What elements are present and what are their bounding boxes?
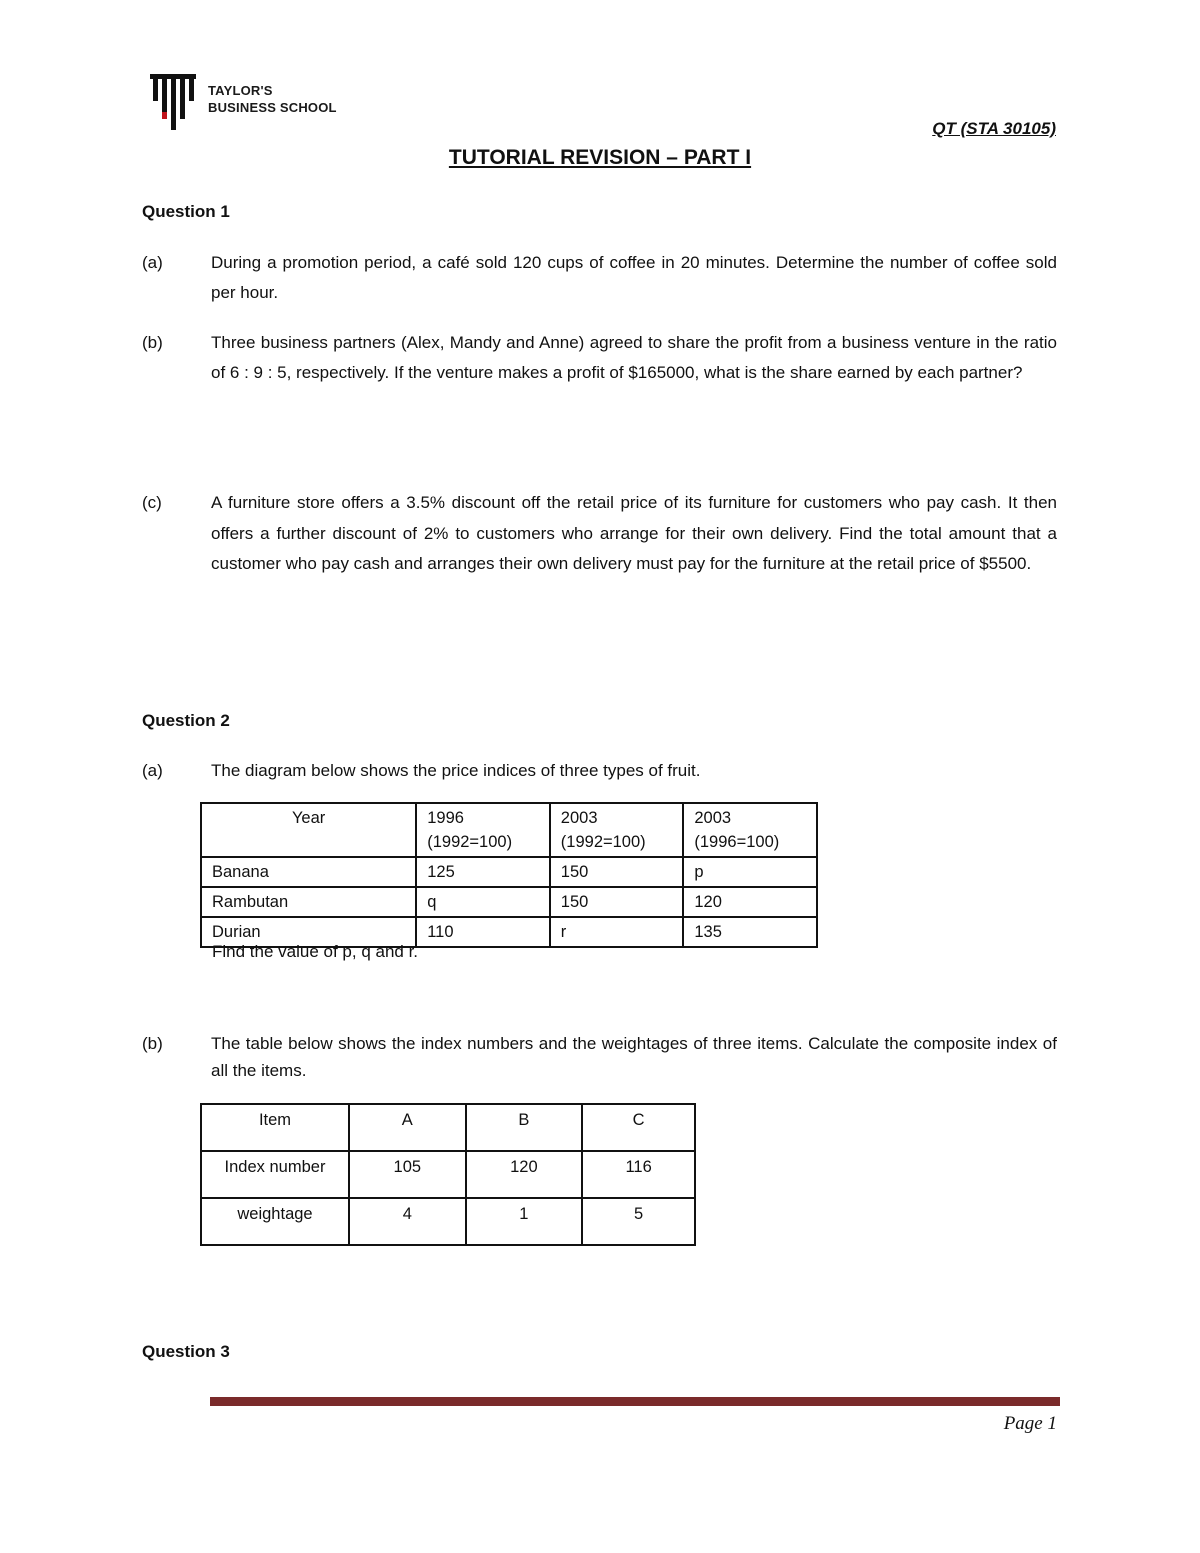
table-cell: p (683, 857, 817, 887)
table-cell: 120 (683, 887, 817, 917)
question-1b (142, 328, 1057, 388)
table-row (201, 1151, 695, 1198)
table-row (201, 857, 817, 887)
question-1a (142, 248, 1057, 308)
part-label: (a) (142, 253, 163, 272)
part-text: The table below shows the index numbers and the weightages of three items. Calculate the composite index of all the items. (211, 1034, 1057, 1080)
logo-line-1: TAYLOR'S (208, 83, 273, 98)
table-cell: r (550, 917, 684, 947)
table-row (201, 1198, 695, 1245)
part-text: A furniture store offers a 3.5% discount off the retail price of its furniture for customers who pay cash. It then offers a further discount of 2% to customers who arrange for their own delivery. Find the total amount that a customer who pay cash and arranges their own delivery must pay for the furniture at the retail price of $5500. (211, 493, 1057, 573)
question-1-heading: Question 1 (142, 202, 230, 221)
table-cell: Durian (201, 917, 416, 947)
composite-index-table (200, 1103, 696, 1246)
part-label: (b) (142, 333, 163, 352)
table-cell: Index number (201, 1151, 349, 1198)
table-cell: C (582, 1104, 695, 1151)
part-label: (b) (142, 1034, 163, 1053)
part-text: Three business partners (Alex, Mandy and Anne) agreed to share the profit from a business venture in the ratio of 6 : 9 : 5, respectively. If the venture makes a profit of $165000, what is the share earned by each partner? (211, 333, 1057, 382)
table-cell: 105 (349, 1151, 466, 1198)
document-title: TUTORIAL REVISION – PART I (448, 146, 752, 169)
table-row (201, 1104, 695, 1151)
table-cell: Rambutan (201, 887, 416, 917)
table-cell: 4 (349, 1198, 466, 1245)
table-row (201, 887, 817, 917)
question-1c (142, 488, 1057, 580)
course-code: QT (STA 30105) (932, 119, 1056, 138)
table-header-cell: 1996 (1992=100) (416, 803, 550, 857)
table-cell: Banana (201, 857, 416, 887)
logo-line-2: BUSINESS SCHOOL (208, 100, 337, 115)
table-header-cell: 2003 (1992=100) (550, 803, 684, 857)
table-cell: q (416, 887, 550, 917)
table-header-row (201, 803, 817, 857)
table-cell: 110 (416, 917, 550, 947)
question-2b (142, 1030, 1057, 1084)
page-number: Page 1 (1003, 1413, 1057, 1434)
table-cell: A (349, 1104, 466, 1151)
table-cell: 150 (550, 887, 684, 917)
find-instruction: Find the value of p, q and r. (212, 942, 419, 961)
part-label: (c) (142, 493, 162, 512)
table-cell: weightage (201, 1198, 349, 1245)
table-cell: B (466, 1104, 583, 1151)
table-cell: 5 (582, 1198, 695, 1245)
taylors-logo-icon (150, 72, 196, 130)
logo-wordmark (208, 82, 337, 116)
part-text: The diagram below shows the price indices of three types of fruit. (211, 761, 701, 780)
table-cell: 150 (550, 857, 684, 887)
question-2a (142, 756, 1057, 786)
table-cell: 1 (466, 1198, 583, 1245)
question-3-heading: Question 3 (142, 1342, 230, 1361)
table-cell: 116 (582, 1151, 695, 1198)
table-cell: 125 (416, 857, 550, 887)
table-cell: 135 (683, 917, 817, 947)
part-label: (a) (142, 761, 163, 780)
footer-divider (210, 1397, 1060, 1406)
table-cell: Item (201, 1104, 349, 1151)
question-2-heading: Question 2 (142, 711, 230, 730)
table-header-cell: Year (201, 803, 416, 857)
table-header-cell: 2003 (1996=100) (683, 803, 817, 857)
part-text: During a promotion period, a café sold 120 cups of coffee in 20 minutes. Determine the number of coffee sold per hour. (211, 253, 1057, 302)
table-cell: 120 (466, 1151, 583, 1198)
price-index-table (200, 802, 818, 948)
